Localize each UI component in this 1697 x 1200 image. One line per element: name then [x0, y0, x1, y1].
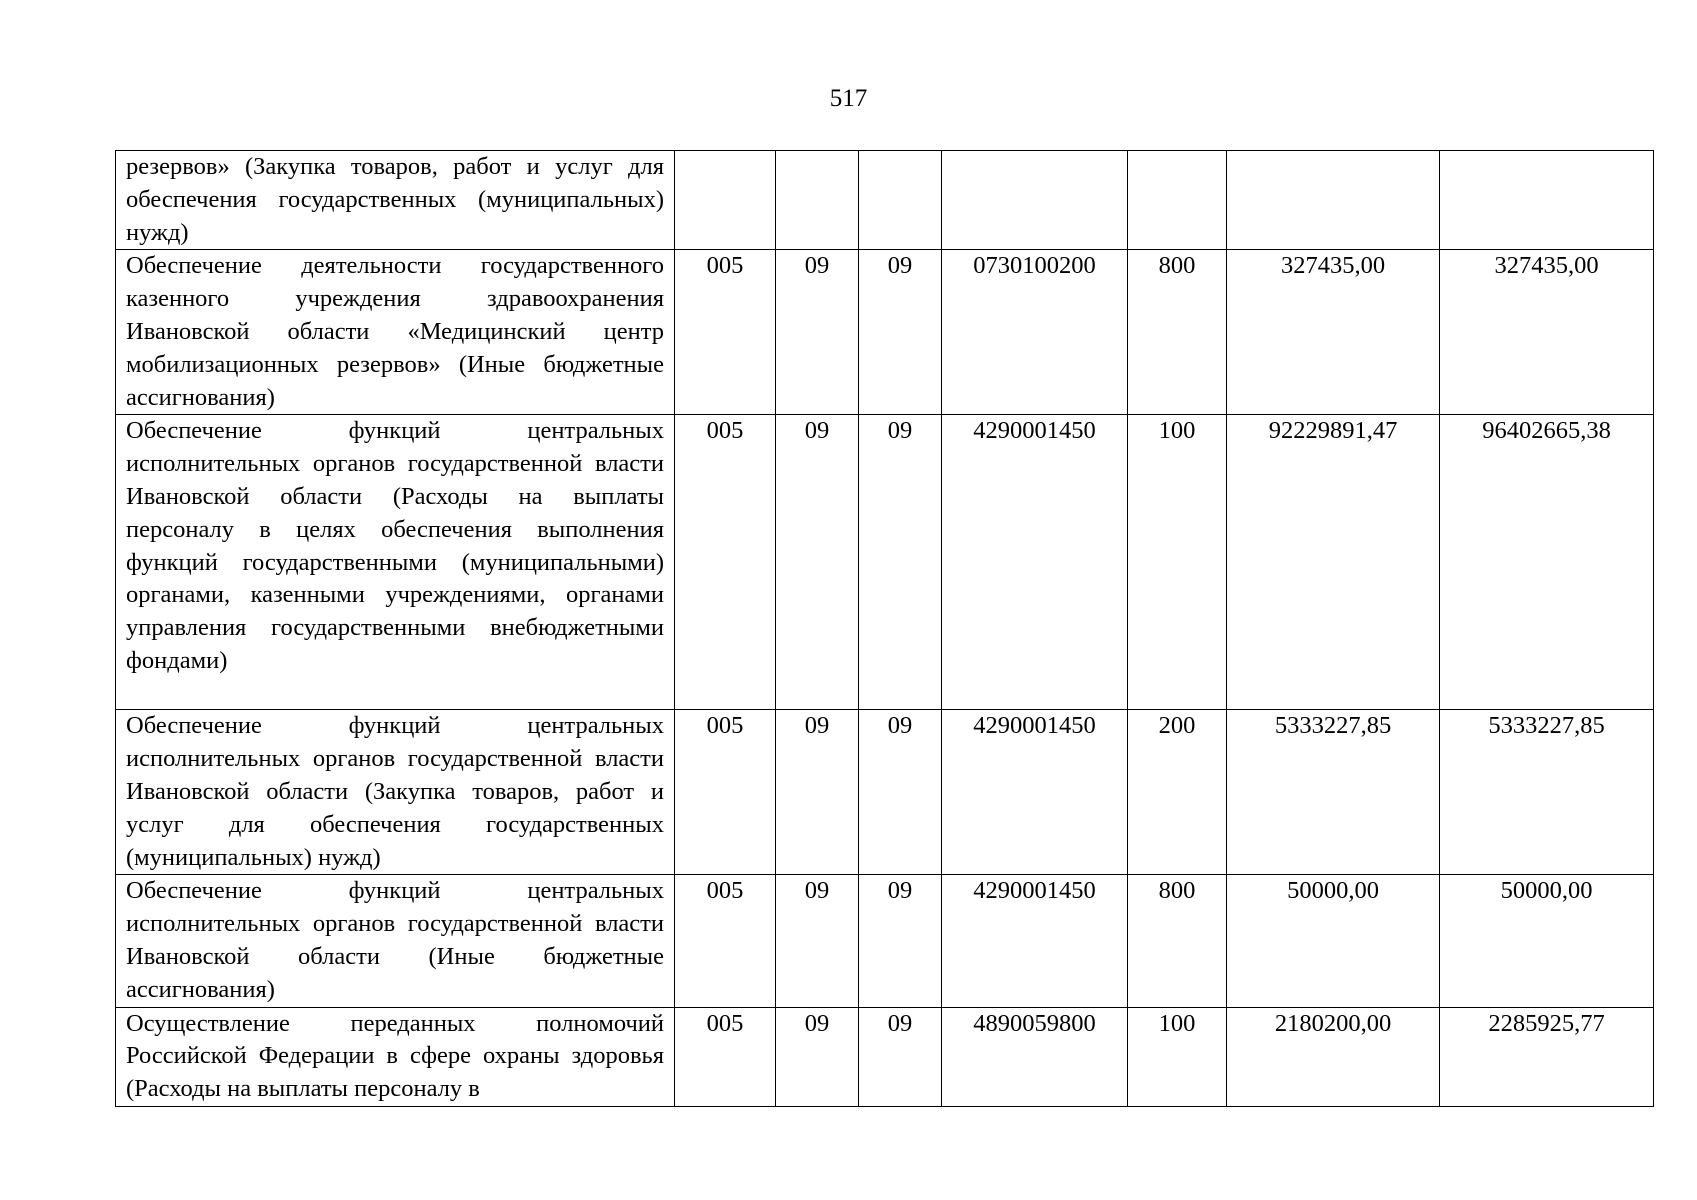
- amount-year2: 50000,00: [1440, 875, 1654, 1007]
- table-row: [116, 415, 1654, 710]
- page-number: 517: [829, 85, 868, 112]
- target-article-code: 4290001450: [942, 710, 1128, 875]
- section-code: 09: [776, 415, 859, 710]
- subsection-code: 09: [859, 710, 942, 875]
- amount-year1: 2180200,00: [1227, 1007, 1440, 1106]
- amount-year2: [1440, 151, 1654, 250]
- section-code: 09: [776, 1007, 859, 1106]
- subsection-code: 09: [859, 875, 942, 1007]
- amount-year1: 5333227,85: [1227, 710, 1440, 875]
- section-code: 09: [776, 710, 859, 875]
- target-article-code: 4890059800: [942, 1007, 1128, 1106]
- subsection-code: 09: [859, 250, 942, 415]
- amount-year1: 50000,00: [1227, 875, 1440, 1007]
- expense-type-code: 200: [1128, 710, 1227, 875]
- expense-type-code: 100: [1128, 415, 1227, 710]
- expense-type-code: [1128, 151, 1227, 250]
- table-row: [116, 250, 1654, 415]
- row-description: Обеспечение функций центральных исполнительных органов государственной власти Ивановской области (Расходы на выплаты персоналу в целях обеспечения выполнения функций государственными (муниципальными) органами, казенными учреждениями, органами управления государственными внебюджетными фондами): [116, 415, 675, 710]
- expense-type-code: 800: [1128, 250, 1227, 415]
- ministry-code: 005: [675, 875, 776, 1007]
- table-row: [116, 710, 1654, 875]
- subsection-code: [859, 151, 942, 250]
- subsection-code: 09: [859, 1007, 942, 1106]
- row-description: Осуществление переданных полномочий Российской Федерации в сфере охраны здоровья (Расходы на выплаты персоналу в: [116, 1007, 675, 1106]
- budget-table: [115, 150, 1654, 1107]
- expense-type-code: 100: [1128, 1007, 1227, 1106]
- expense-type-code: 800: [1128, 875, 1227, 1007]
- amount-year1: 92229891,47: [1227, 415, 1440, 710]
- row-description: Обеспечение функций центральных исполнительных органов государственной власти Ивановской области (Иные бюджетные ассигнования): [116, 875, 675, 1007]
- table-row: [116, 1007, 1654, 1106]
- amount-year1: [1227, 151, 1440, 250]
- row-description: Обеспечение функций центральных исполнительных органов государственной власти Ивановской области (Закупка товаров, работ и услуг для обеспечения государственных (муниципальных) нужд): [116, 710, 675, 875]
- amount-year2: 5333227,85: [1440, 710, 1654, 875]
- row-description: резервов» (Закупка товаров, работ и услуг для обеспечения государственных (муниципальных) нужд): [116, 151, 675, 250]
- target-article-code: 4290001450: [942, 415, 1128, 710]
- ministry-code: 005: [675, 250, 776, 415]
- amount-year2: 327435,00: [1440, 250, 1654, 415]
- ministry-code: 005: [675, 1007, 776, 1106]
- amount-year2: 2285925,77: [1440, 1007, 1654, 1106]
- target-article-code: 0730100200: [942, 250, 1128, 415]
- section-code: 09: [776, 875, 859, 1007]
- target-article-code: [942, 151, 1128, 250]
- table-row: [116, 875, 1654, 1007]
- row-description: Обеспечение деятельности государственного казенного учреждения здравоохранения Ивановской области «Медицинский центр мобилизационных резервов» (Иные бюджетные ассигнования): [116, 250, 675, 415]
- amount-year2: 96402665,38: [1440, 415, 1654, 710]
- section-code: [776, 151, 859, 250]
- ministry-code: 005: [675, 415, 776, 710]
- table-row: [116, 151, 1654, 250]
- subsection-code: 09: [859, 415, 942, 710]
- target-article-code: 4290001450: [942, 875, 1128, 1007]
- section-code: 09: [776, 250, 859, 415]
- amount-year1: 327435,00: [1227, 250, 1440, 415]
- ministry-code: 005: [675, 710, 776, 875]
- ministry-code: [675, 151, 776, 250]
